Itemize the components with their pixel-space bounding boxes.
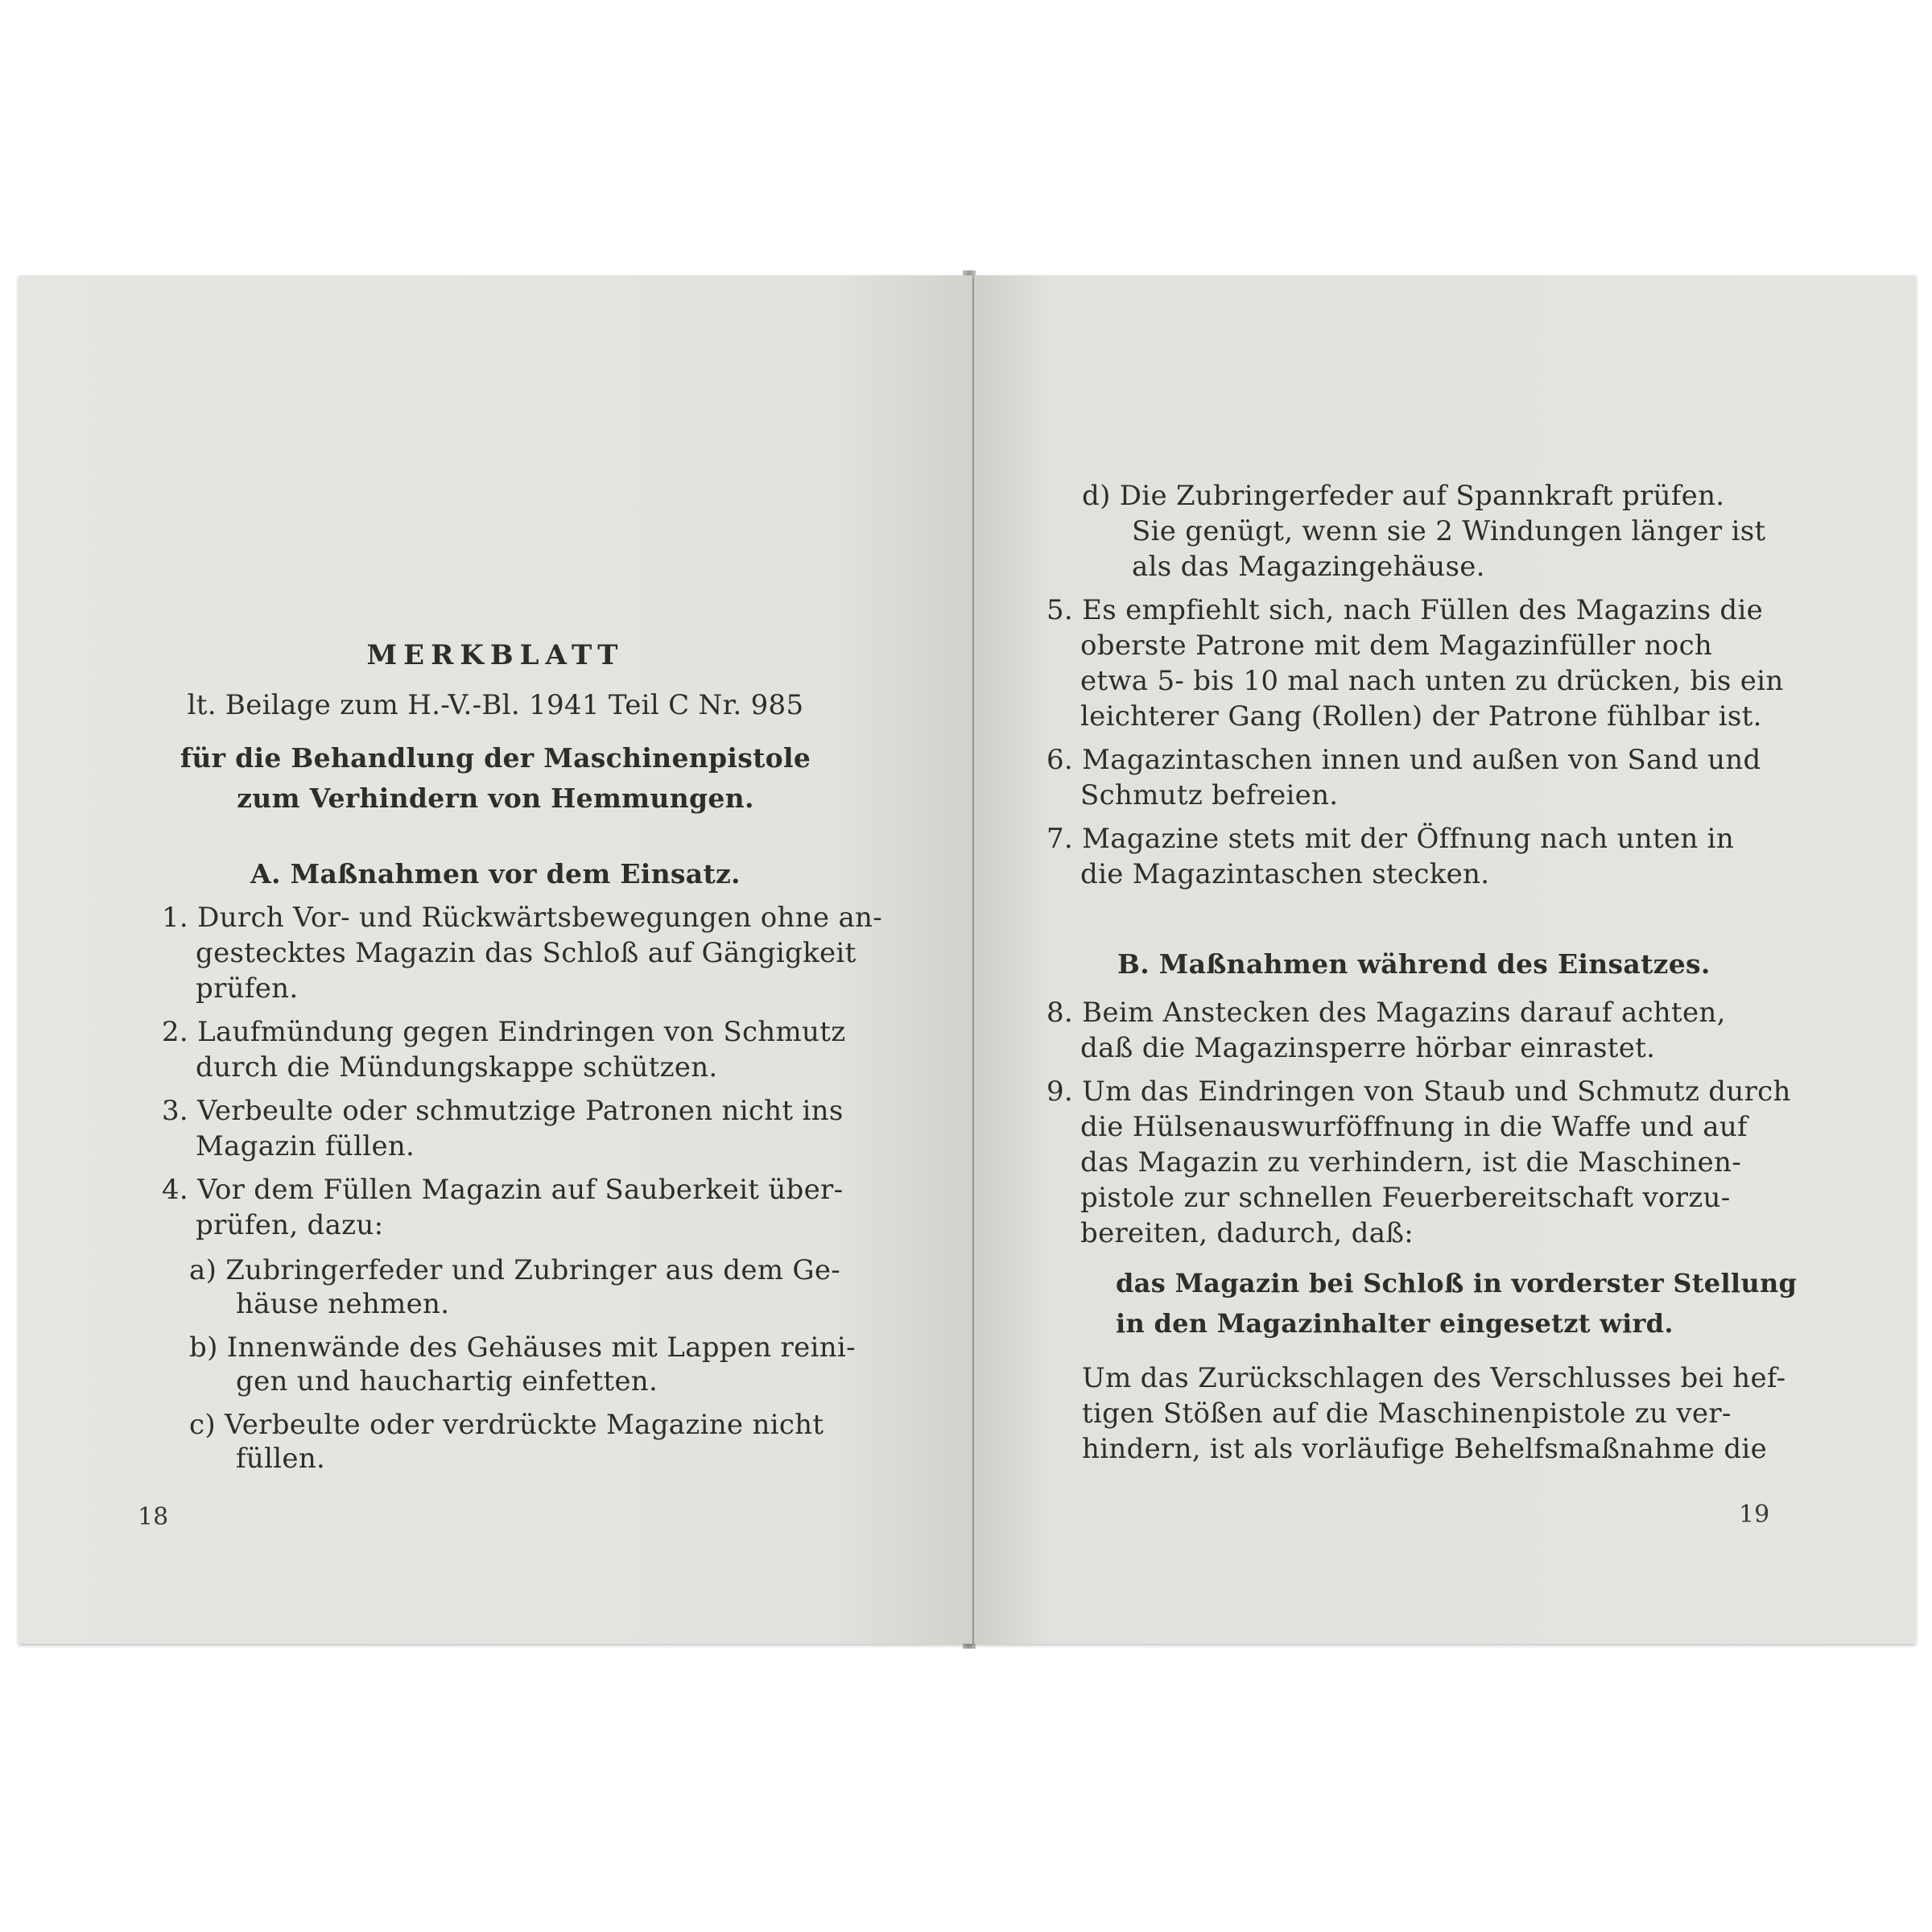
list-item-line: die Hülsenauswurföffnung in die Waffe und auf [1080,1111,1748,1143]
list-item-line: etwa 5- bis 10 mal nach unten zu drücken, bis ein [1080,665,1784,697]
list-item-line: pistole zur schnellen Feuerbereitschaft vorzu- [1080,1182,1731,1214]
list-item-line: c) Verbeulte oder verdrückte Magazine nicht [189,1409,824,1441]
list-item-line: Magazin füllen. [196,1130,415,1162]
list-item-line: 3. Verbeulte oder schmutzige Patronen nicht ins [162,1095,844,1127]
page-title: MERKBLATT [366,639,625,671]
list-item-line: b) Innenwände des Gehäuses mit Lappen reini- [189,1331,856,1364]
subtitle: lt. Beilage zum H.-V.-Bl. 1941 Teil C Nr. 985 [187,689,804,721]
paragraph-line: hindern, ist als vorläufige Behelfsmaßnahme die [1082,1433,1767,1465]
list-item-line: oberste Patrone mit dem Magazinfüller noch [1080,630,1713,662]
list-item-line: 4. Vor dem Füllen Magazin auf Sauberkeit über- [162,1174,844,1206]
page-number-left: 18 [138,1503,169,1531]
list-item-line: 1. Durch Vor- und Rückwärtsbewegungen ohne an- [162,902,883,934]
list-item-line: 9. Um das Eindringen von Staub und Schmutz durch [1046,1075,1791,1108]
list-item-line: Schmutz befreien. [1080,779,1339,811]
list-item-line: das Magazin zu verhindern, ist die Maschinen- [1080,1146,1742,1179]
emphasis-line-1: das Magazin bei Schloß in vorderster Stellung [1116,1268,1798,1298]
list-item-line: 5. Es empfiehlt sich, nach Füllen des Magazins die [1046,594,1764,626]
list-item-line: füllen. [236,1443,326,1475]
paragraph-line: tigen Stößen auf die Maschinenpistole zu ver- [1082,1397,1732,1430]
list-item-line: prüfen, dazu: [196,1209,384,1241]
list-item-line: als das Magazingehäuse. [1132,551,1485,583]
list-item-line: bereiten, dadurch, daß: [1080,1217,1414,1249]
list-item-line: durch die Mündungskappe schützen. [196,1051,718,1084]
list-item-line: 2. Laufmündung gegen Eindringen von Schmutz [162,1016,846,1048]
heading-line-1: für die Behandlung der Maschinenpistole [180,742,811,774]
list-item-line: leichterer Gang (Rollen) der Patrone fühlbar ist. [1080,700,1762,733]
list-item-line: häuse nehmen. [236,1288,450,1320]
list-item-line: gestecktes Magazin das Schloß auf Gängigkeit [196,937,857,969]
list-item-line: d) Die Zubringerfeder auf Spannkraft prüfen. [1082,480,1725,512]
list-item-line: daß die Magazinsperre hörbar einrastet. [1080,1032,1656,1064]
list-item-line: 6. Magazintaschen innen und außen von Sand und [1046,744,1761,776]
paragraph-line: Um das Zurückschlagen des Verschlusses bei hef- [1082,1362,1786,1394]
list-item-line: prüfen. [196,972,299,1005]
list-item-line: 8. Beim Anstecken des Magazins darauf achten, [1046,997,1726,1029]
list-item-line: 7. Magazine stets mit der Öffnung nach unten in [1046,823,1735,855]
list-item-line: die Magazintaschen stecken. [1080,858,1490,890]
left-page [19,275,972,1644]
list-item-line: gen und hauchartig einfetten. [236,1365,658,1397]
right-page [974,275,1916,1644]
list-item-line: Sie genügt, wenn sie 2 Windungen länger ist [1132,515,1766,547]
heading-line-2: zum Verhindern von Hemmungen. [237,782,754,814]
page-number-right: 19 [1739,1501,1770,1529]
section-b-heading: B. Maßnahmen während des Einsatzes. [1117,948,1711,980]
emphasis-line-2: in den Magazinhalter eingesetzt wird. [1116,1308,1674,1339]
list-item-line: a) Zubringerfeder und Zubringer aus dem Ge- [189,1254,841,1286]
section-a-heading: A. Maßnahmen vor dem Einsatz. [250,858,741,890]
